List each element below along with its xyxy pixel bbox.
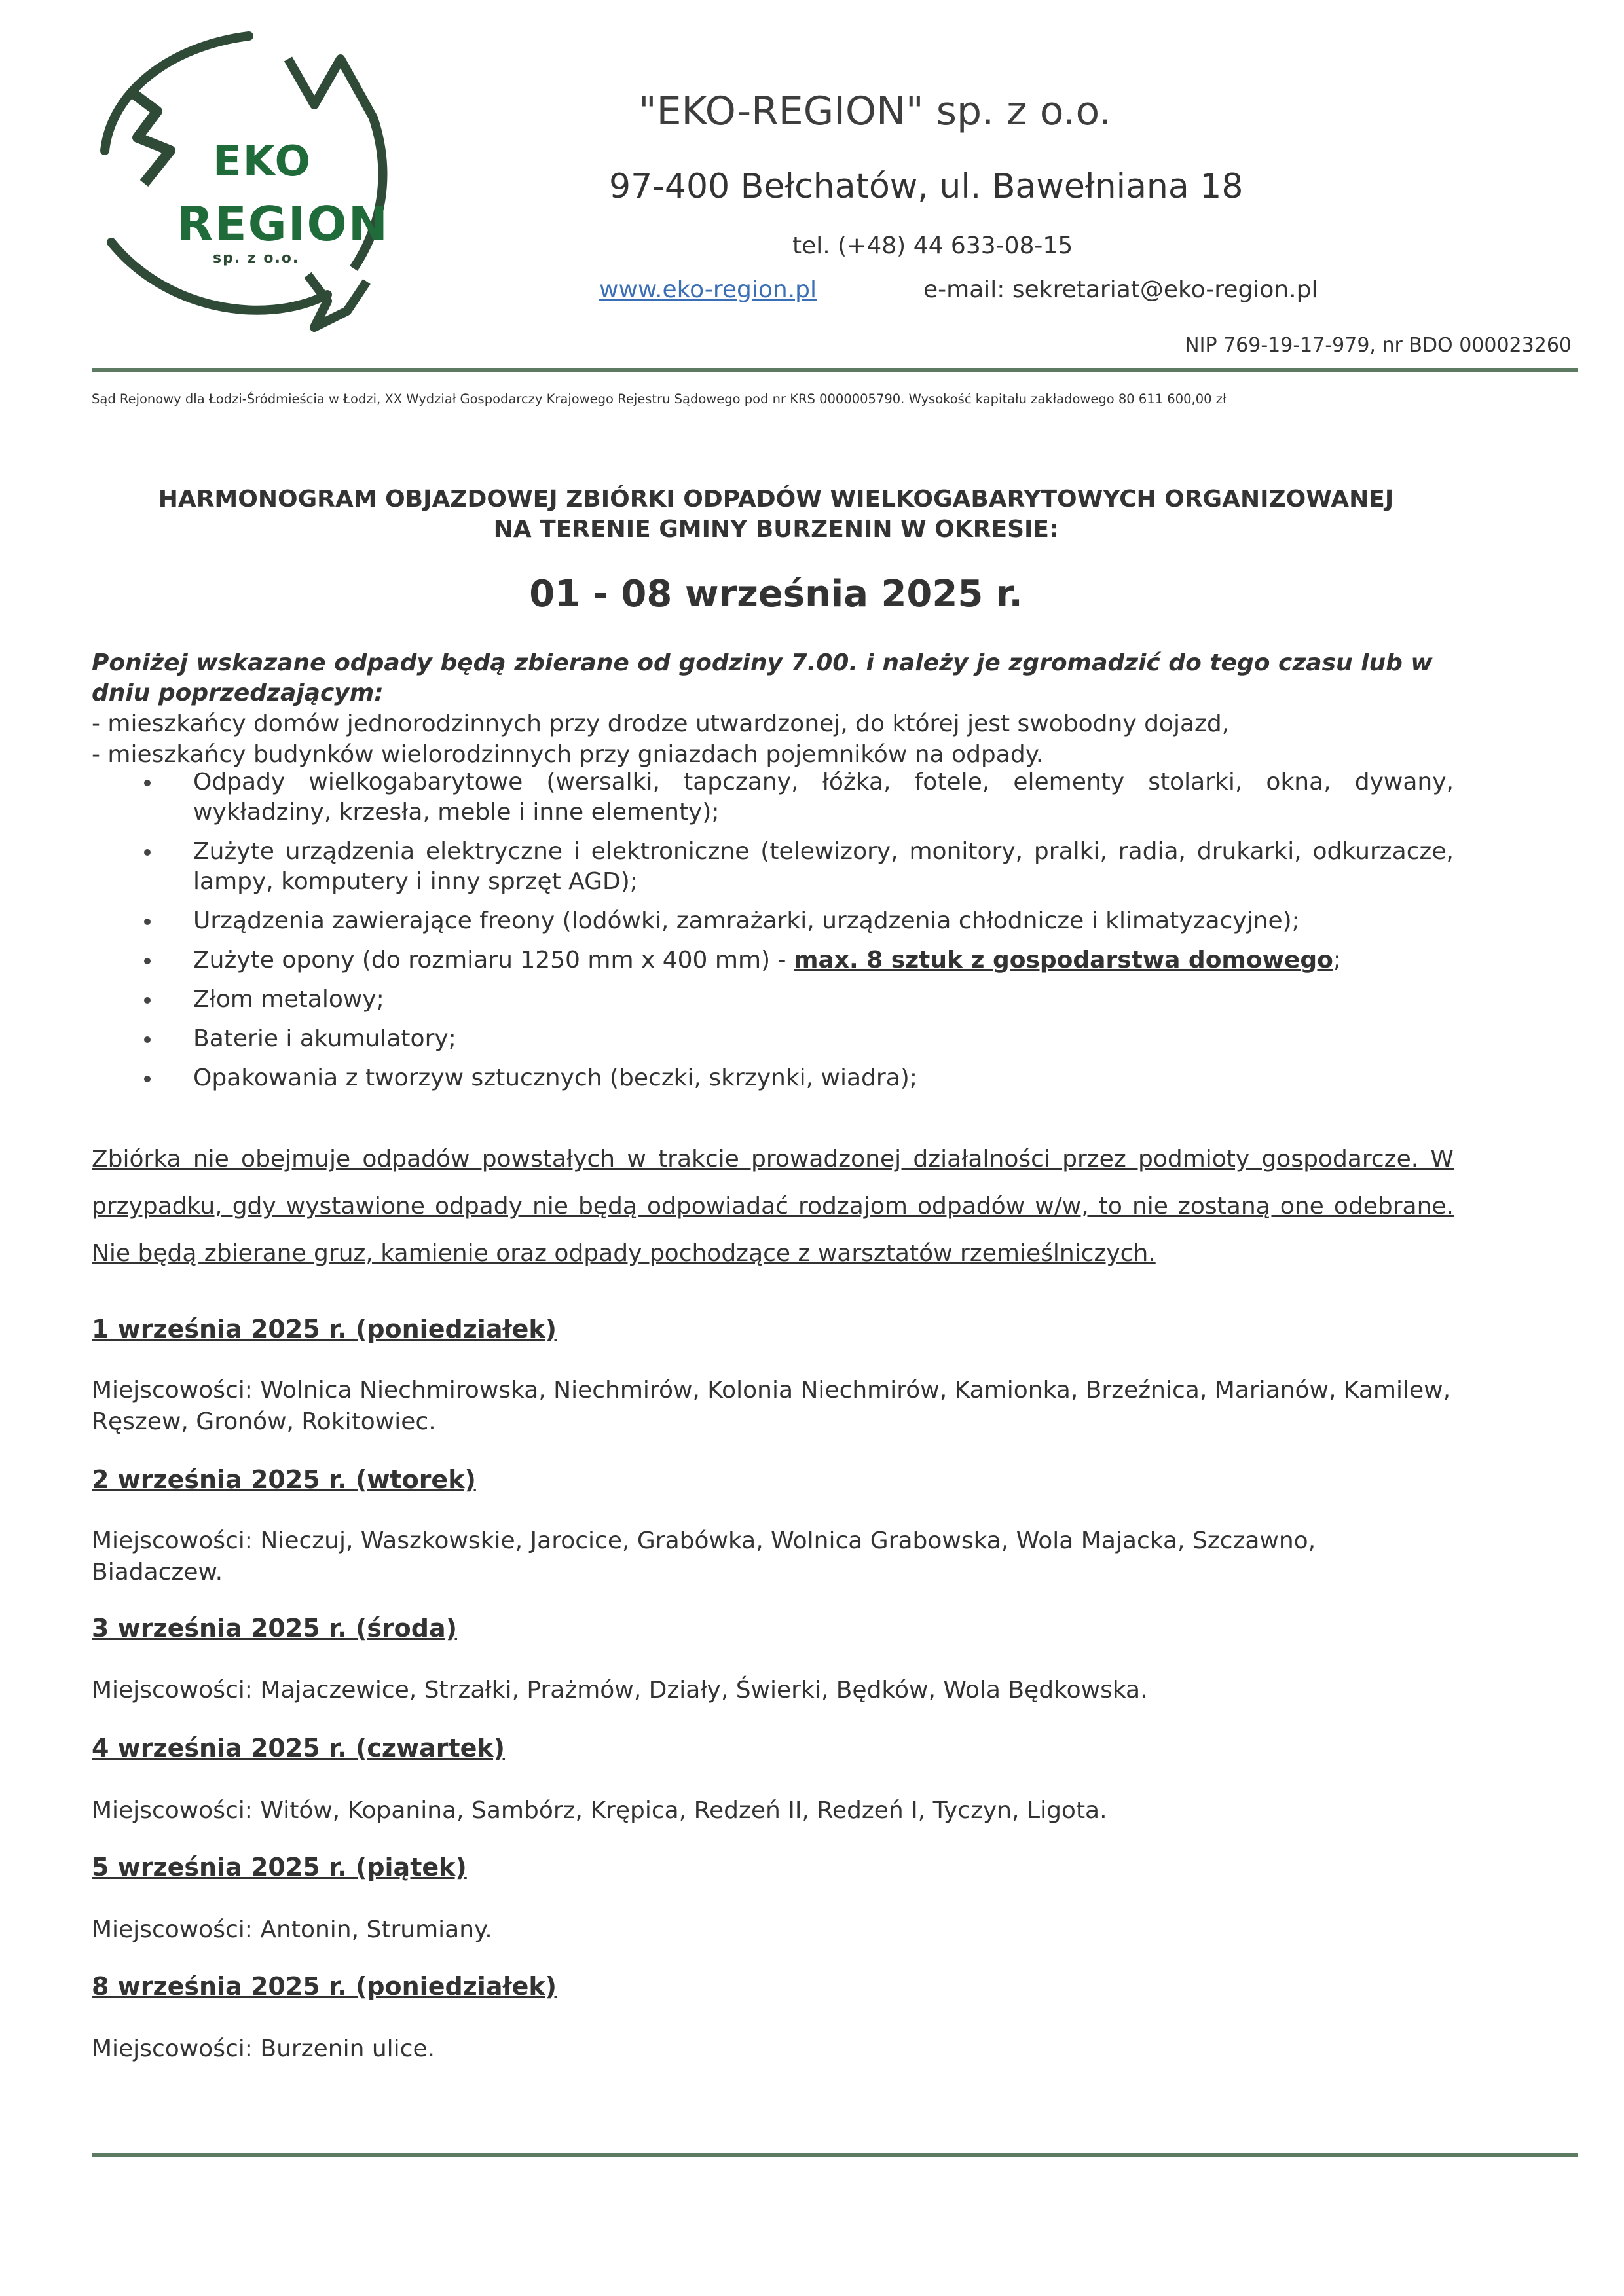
footer-divider xyxy=(92,2153,1578,2157)
tires-text: Zużyte opony (do rozmiaru 1250 mm x 400 mm) - xyxy=(193,947,794,974)
bullet-icon xyxy=(144,849,151,856)
header-divider xyxy=(92,368,1578,372)
schedule-date: 1 września 2025 r. (poniedziałek) xyxy=(92,1315,557,1343)
nip-bdo-info: NIP 769-19-17-979, nr BDO 000023260 xyxy=(1185,334,1572,357)
waste-type-item xyxy=(131,945,1454,975)
places-prefix: Miejscowości: xyxy=(92,1377,261,1404)
schedule-places xyxy=(92,1375,1454,1438)
places-prefix: Miejscowości: xyxy=(92,1677,261,1704)
schedule-date: 2 września 2025 r. (wtorek) xyxy=(92,1465,476,1494)
waste-type-item xyxy=(131,1063,1454,1093)
schedule-date: 3 września 2025 r. (środa) xyxy=(92,1614,457,1643)
logo-eko-text: EKO xyxy=(213,137,312,186)
company-name: "EKO-REGION" sp. z o.o. xyxy=(638,88,1112,134)
bullet-icon xyxy=(144,958,151,964)
resident-rule-houses: - mieszkańcy domów jednorodzinnych przy drodze utwardzonej, do której jest swobodny dojazd, xyxy=(92,710,1230,737)
schedule-places xyxy=(92,1795,1454,1827)
waste-type-item xyxy=(131,985,1454,1015)
resident-rule-blocks: - mieszkańcy budynków wielorodzinnych przy gniazdach pojemników na odpady. xyxy=(92,741,1044,768)
waste-type-item xyxy=(131,767,1454,828)
tires-suffix: ; xyxy=(1333,947,1341,974)
document-heading xyxy=(92,484,1460,545)
schedule-places xyxy=(92,1525,1454,1588)
places-list: Witów, Kopanina, Sambórz, Krępica, Redzeń II, Redzeń I, Tyczyn, Ligota. xyxy=(260,1797,1107,1824)
places-list: Burzenin ulice. xyxy=(260,2035,435,2062)
places-list: Nieczuj, Waszkowskie, Jarocice, Grabówka, Wolnica Grabowska, Wola Majacka, Szczawno, Biadaczew. xyxy=(92,1527,1316,1586)
places-list: Antonin, Strumiany. xyxy=(260,1916,492,1943)
collection-period: 01 - 08 września 2025 r. xyxy=(529,573,1023,615)
places-prefix: Miejscowości: xyxy=(92,1916,261,1943)
waste-type-text: Baterie i akumulatory; xyxy=(193,1025,456,1052)
waste-type-text: Urządzenia zawierające freony (lodówki, zamrażarki, urządzenia chłodnicze i klimatyzacyjne); xyxy=(193,907,1300,934)
logo-sp-text: sp. z o.o. xyxy=(213,250,300,266)
website-link[interactable]: www.eko-region.pl xyxy=(599,276,817,303)
collection-notice xyxy=(92,1136,1454,1277)
places-prefix: Miejscowości: xyxy=(92,1797,261,1824)
schedule-places xyxy=(92,2033,1454,2065)
bullet-icon xyxy=(144,997,151,1004)
heading-line-2: NA TERENIE GMINY BURZENIN W OKRESIE: xyxy=(493,516,1059,543)
company-address: 97-400 Bełchatów, ul. Bawełniana 18 xyxy=(609,167,1244,206)
intro-text: Poniżej wskazane odpady będą zbierane od godziny 7.00. i należy je zgromadzić do tego czasu lub w dniu poprzedzającym: xyxy=(92,649,1433,706)
waste-type-text: Zużyte urządzenia elektryczne i elektroniczne (telewizory, monitory, pralki, radia, drukarki, odkurzacze, lampy, komputery i inny sprzęt AGD); xyxy=(193,838,1454,895)
bullet-icon xyxy=(144,919,151,925)
tires-limit: max. 8 sztuk z gospodarstwa domowego xyxy=(793,947,1333,974)
places-prefix: Miejscowości: xyxy=(92,2035,261,2062)
waste-type-item xyxy=(131,837,1454,897)
notice-text: Zbiórka nie obejmuje odpadów powstałych w trakcie prowadzonej działalności przez podmioty gospodarcze. W przypadku, gdy wystawione odpady nie będą odpowiadać rodzajom odpadów w/w, to nie zostaną one odebrane. Nie będą zbierane gruz, kamienie oraz odpady pochodzące z warsztatów rzemieślniczych. xyxy=(92,1146,1454,1267)
email-address: e-mail: sekretariat@eko-region.pl xyxy=(923,276,1318,303)
waste-type-text: Złom metalowy; xyxy=(193,986,384,1013)
bullet-icon xyxy=(144,780,151,786)
heading-line-1: HARMONOGRAM OBJAZDOWEJ ZBIÓRKI ODPADÓW WIELKOGABARYTOWYCH ORGANIZOWANEJ xyxy=(158,486,1394,513)
schedule-places xyxy=(92,1914,1454,1946)
schedule-date: 5 września 2025 r. (piątek) xyxy=(92,1853,467,1882)
phone-number: tel. (+48) 44 633-08-15 xyxy=(792,232,1073,259)
places-list: Majaczewice, Strzałki, Prażmów, Działy, Świerki, Będków, Wola Będkowska. xyxy=(260,1677,1148,1704)
waste-type-text: Odpady wielkogabarytowe (wersalki, tapczany, łóżka, fotele, elementy stolarki, okna, dywany, wykładziny, krzesła, meble i inne elementy); xyxy=(193,769,1454,826)
waste-type-item xyxy=(131,1024,1454,1054)
waste-types-list xyxy=(131,767,1454,1102)
logo-region-text: REGION xyxy=(177,196,389,251)
schedule-date: 8 września 2025 r. (poniedziałek) xyxy=(92,1972,557,2001)
waste-type-item xyxy=(131,906,1454,936)
court-registration-info: Sąd Rejonowy dla Łodzi-Śródmieścia w Łodzi, XX Wydział Gospodarczy Krajowego Rejestru Sądowego pod nr KRS 0000005790. Wysokość kapitału zakładowego 80 611 600,00 zł xyxy=(92,392,1227,407)
bullet-icon xyxy=(144,1036,151,1043)
schedule-places xyxy=(92,1675,1454,1706)
places-list: Wolnica Niechmirowska, Niechmirów, Kolonia Niechmirów, Kamionka, Brzeźnica, Marianów, Kamilew, Ręszew, Gronów, Rokitowiec. xyxy=(92,1377,1451,1435)
bullet-icon xyxy=(144,1076,151,1082)
schedule-date: 4 września 2025 r. (czwartek) xyxy=(92,1734,506,1762)
waste-type-text: Opakowania z tworzyw sztucznych (beczki, skrzynki, wiadra); xyxy=(193,1065,917,1091)
places-prefix: Miejscowości: xyxy=(92,1527,261,1554)
company-logo xyxy=(92,20,406,347)
